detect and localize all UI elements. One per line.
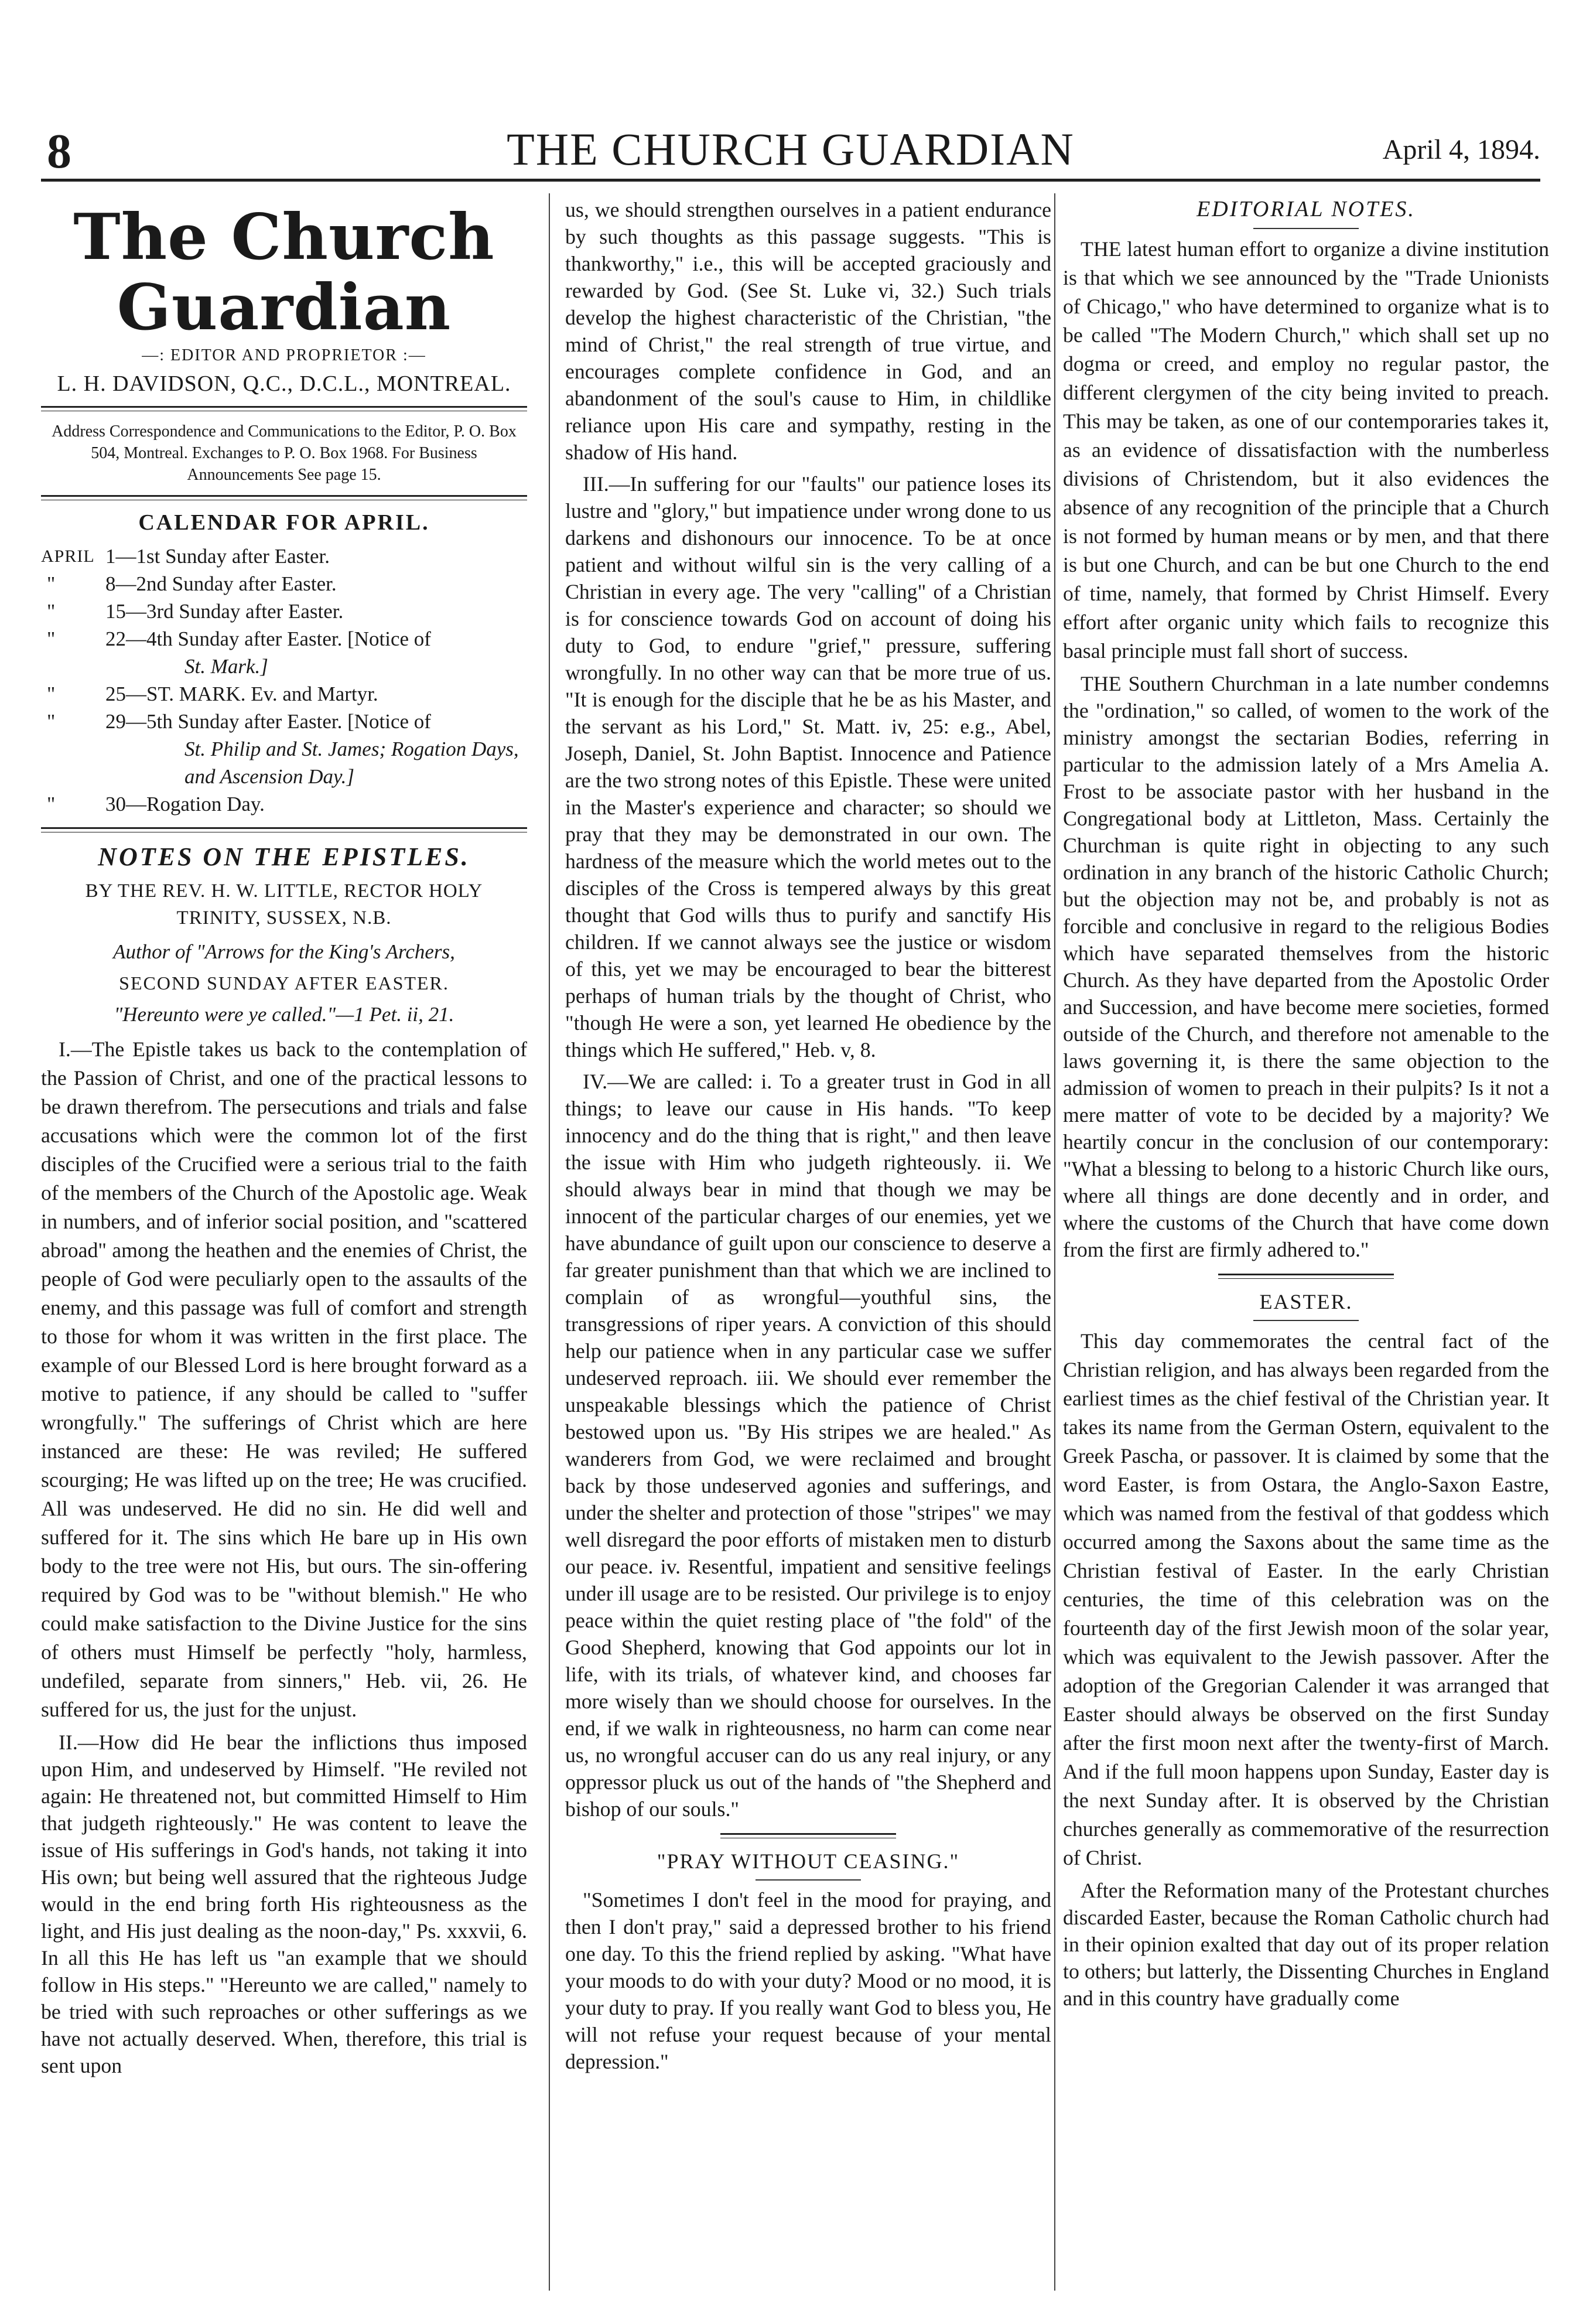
short-rule [756, 1879, 861, 1881]
epistles-paragraph: II.—How did He bear the inflictions thus imposed upon Him, and undeserved by Himself. "He reviled not again: He threatened not, but committed Himself to Him that judgeth righteously." He was content to leave the issue of His sufferings in God's hands, not taking it into His own; but being well assured that the righteous Judge would in the end bring forth His righteousness as the light, and His just dealing as the noon-day," Ps. xxxvii, 6. In all this He has left us "an example that we should follow in His steps." "Hereunto we are called," namely to be tried with such reproaches or other sufferings as we have not actually deserved. When, therefore, this trial is sent upon [41, 1731, 527, 2077]
calendar-continuation: St. Mark.] [184, 655, 268, 678]
calendar-mark: APRIL [41, 547, 95, 566]
calendar-mark: " [47, 627, 56, 650]
easter-title: EASTER. [1259, 1290, 1353, 1313]
editorial-paragraph: THE latest human effort to organize a divine institution is that which we see announced by the "Trade Unionists of Chicago," who have determined to organize what is to be called "The Modern Church," which shall set up no dogma or creed, and employ no regular pastor, the different clergymen of the city being invited to preach. This may be taken, as one of our contemporaries takes it, as an evidence of dissatisfaction with the numberless divisions of Christendom, but it also evidences the absence of any recognition of the principle that a Church is not formed by human means or by men, and that there is but one Church, and can be but one Church to the end of time, namely, that formed by Christ Himself. Every effort after organic unity which fails to recognize this basal principle must fall short of success. [1063, 237, 1549, 663]
calendar-entry [41, 542, 527, 570]
editor-label: —: EDITOR AND PROPRIETOR :— [142, 346, 426, 364]
masthead-title: The Church Guardian [73, 200, 495, 344]
editor-name: L. H. DAVIDSON, Q.C., D.C.L., MONTREAL. [57, 371, 511, 396]
pray-title: "PRAY WITHOUT CEASING." [657, 1849, 960, 1873]
calendar-mark: " [47, 793, 56, 815]
calendar-mark: " [47, 572, 56, 595]
column-left [41, 196, 527, 2288]
running-header [41, 123, 1540, 179]
column-middle [565, 196, 1051, 2288]
epistles-paragraph: us, we should strengthen ourselves in a patient endurance by such thoughts as this passage suggests. "This is thankworthy," i.e., this will be accepted graciously and rewarded by God. (See St. Luke vi, 32.) Such trials develop the highest characteristic of the Christian, "the mind of Christ," the real strength of true virtue, and encourages complete confidence in God, and an abandonment of the soul's cause to Him, in childlike reliance upon His care and sympathy, resting in the shadow of His hand. [565, 198, 1051, 464]
calendar-entry [41, 708, 527, 790]
epistles-paragraph: III.—In suffering for our "faults" our patience loses its lustre and "glory," but impatience under wrong done to us darkens and dishonours our innocence. To be at once patient and without wilful sin is the very calling of a Christian in every age. The very "calling" of a Christian is for conscience towards God on account of doing his duty to God, to endure "grief," pressure, suffering wrongfully. In no other way can that be more true of us. "It is enough for the disciple that he be as his Master, and the servant as his Lord," St. Matt. iv, 25: e.g., Abel, Joseph, Daniel, St. John Baptist. Innocence and Patience are the two strong notes of this Epistle. These were united in the Master's experience and character; so should we pray that they may be demonstrated in our own. The hardness of the measure which the world metes out to the disciples of the Cross is tempered always by this great thought that God wills thus to purify and sanctify His children. If we cannot always see the justice or wisdom of this, yet we may be encouraged to bear the bitterest perhaps of human trials by the thought of Christ, who "though He were a son, yet learned He obedience by the things which He suffered," Heb. v, 8. [565, 472, 1051, 1062]
calendar-entry [41, 680, 527, 708]
pray-paragraph: "Sometimes I don't feel in the mood for praying, and then I don't pray," said a depressed brother to his friend one day. To this the friend replied by asking. "What have your moods to do with your duty? Mood or no mood, it is your duty to pray. If you really want God to bless you, He will not refuse your request because of your mental depression." [565, 1888, 1051, 2073]
calendar-text: 29—5th Sunday after Easter. [Notice of [105, 710, 431, 733]
epistles-paragraph: I.—The Epistle takes us back to the contemplation of the Passion of Christ, and one of the practical lessons to be drawn therefrom. The persecutions and trials and false accusations which were the common lot of the first disciples of the Crucified were a serious trial to the faith of the members of the Church of the Apostolic age. Weak in numbers, and of inferior social position, and "scattered abroad" among the heathen and the enemies of Christ, the people of God were peculiarly open to the assaults of the enemy, and this passage was full of comfort and strength to those for whom it was written in the first place. The example of our Blessed Lord is here brought forward as a motive to patience, if any should be called to "suffer wrongfully." The sufferings of Christ which are here instanced are these: He was reviled; He suffered scourging; He was lifted up on the tree; He was crucified. All was undeserved. He did no sin. He did well and suffered for it. The sins which He bare up in His own body to the tree were not His, but ours. The sin-offering required by God was to be "without blemish." He who could make satisfaction to the Divine Justice for the sins of others must Himself be perfectly "holy, harmless, undefiled, separate from sinners," Heb. vii, 26. He suffered for us, the just for the unjust. [41, 1038, 527, 1721]
calendar-text: 25—ST. MARK. Ev. and Martyr. [105, 682, 378, 705]
double-rule [41, 827, 527, 832]
epistles-occasion: SECOND SUNDAY AFTER EASTER. [119, 972, 449, 994]
calendar-text: 8—2nd Sunday after Easter. [105, 572, 337, 595]
calendar-entry [41, 570, 527, 598]
issue-date: April 4, 1894. [1382, 134, 1540, 165]
epistles-title: NOTES ON THE EPISTLES. [98, 842, 470, 871]
address-notice: Address Correspondence and Communications to the Editor, P. O. Box 504, Montreal. Exchanges to P. O. Box 1968. For Business Announcements See page 15. [52, 422, 517, 484]
calendar-text: 22—4th Sunday after Easter. [Notice of [105, 627, 431, 650]
calendar-entry [41, 598, 527, 625]
calendar-mark: " [47, 710, 56, 733]
calendar-entry [41, 790, 527, 818]
header-rule [41, 179, 1540, 182]
newspaper-title: THE CHURCH GUARDIAN [507, 124, 1075, 175]
double-rule [41, 495, 527, 500]
calendar-text: 1—1st Sunday after Easter. [105, 545, 330, 568]
easter-paragraph: After the Reformation many of the Protestant churches discarded Easter, because the Roman Catholic church had in their opinion exalted that day out of its proper relation to others; but latterly, the Dissenting Churches in England and in this country have gradually come [1063, 1879, 1549, 2010]
double-rule [41, 406, 527, 411]
epistles-text-reference: "Hereunto were ye called."—1 Pet. ii, 21. [114, 1003, 454, 1026]
calendar-text: 30—Rogation Day. [105, 793, 265, 815]
double-rule [1218, 1274, 1394, 1279]
calendar-mark: " [47, 682, 56, 705]
calendar-entry [41, 625, 527, 680]
calendar-title: CALENDAR FOR APRIL. [138, 510, 430, 535]
easter-paragraph: This day commemorates the central fact of the Christian religion, and has always been regarded from the earliest times as the chief festival of the Christian year. It takes its name from the German Ostern, equivalent to the Greek Pascha, or passover. It is claimed by some that the word Easter, is from Ostara, the Anglo-Saxon Eastre, which was named from the festival of that goddess which occurred among the Saxons about the same time as the Christian festival of Easter. In the early Christian centuries, the time of this celebration was on the fourteenth day of the first Jewish moon of the solar year, which was equivalent to the Jewish passover. After the adoption of the Gregorian Calender it was arranged that Easter should always be observed on the first Sunday after the first moon next after the twenty-first of March. And if the full moon happens upon Sunday, Easter day is the next Sunday after. It is observed by the Christian churches generally as commemorative of the resurrection of Christ. [1063, 1329, 1549, 1869]
calendar-mark: " [47, 600, 56, 623]
epistles-paragraph: IV.—We are called: i. To a greater trust in God in all things; to leave our cause in His hands. "To keep innocency and do the thing that is right," and then leave the issue with Him who judgeth righteously. ii. We should always bear in mind that though we may be innocent of the particular charges of our enemies, yet we have abundance of guilt upon our conscience to deserve a far greater punishment than that which we are inclined to complain of as wrongful—youthful sins, the transgressions of riper years. A conviction of this should help our patience when in any particular case we suffer undeserved reproach. iii. We should ever remember the unspeakable blessings which the patience of Christ bestowed upon us. "By His stripes we are healed." As wanderers from God, we were reclaimed and brought back by those undeserved agonies and sufferings, and under the shelter and protection of those "stripes" we may well disregard the poor efforts of mistaken men to disturb our peace. iv. Resentful, impatient and sensitive feelings under ill usage are to be resisted. Our privilege is to enjoy peace within the quiet resting place of "the fold" of the Good Shepherd, knowing that God appoints our lot in life, with its trials, of whatever kind, and chooses far more wisely than we should choose for ourselves. In the end, if we walk in righteousness, no harm can come near us, no wrongful accuser can do us any real injury, or any oppressor pluck us out of the hands of "the Shepherd and bishop of our souls." [565, 1070, 1051, 1821]
column-right [1063, 196, 1549, 2288]
epistles-author-of: Author of "Arrows for the King's Archers, [113, 940, 455, 963]
short-rule [1253, 1320, 1359, 1321]
editorial-paragraph: THE Southern Churchman in a late number condemns the "ordination," so called, of women to the work of the ministry amongst the sectarian Bodies, referring in particular to the admission lately of a Mrs Amelia A. Frost to be associate pastor with her husband in the Congregational body at Littleton, Mass. Certainly the Churchman is quite right in objecting to any such ordination in any branch of the historic Catholic Church; but the objection may not be, and probably is not as forcible and conclusive in regard to the religious Bodies which have separated themselves from the historic Church. As they have departed from the Apostolic Order and Succession, and have become mere societies, formed outside of the Church, and therefore not amenable to the laws governing it, is there the same objection to the admission of women to preach in their pulpits? Is it not a mere matter of vote to be decided by a majority? We heartily concur in the conclusion of our contemporary: "What a blessing to belong to a historic Church like ours, where all things are done decently and in order, and where the customs of the Church that have come down from the first are firmly adhered to." [1063, 672, 1549, 1261]
calendar-list [41, 542, 527, 818]
double-rule [720, 1833, 896, 1838]
page-number: 8 [47, 124, 71, 179]
short-rule [1253, 228, 1359, 229]
epistles-byline: BY THE REV. H. W. LITTLE, RECTOR HOLY TRINITY, SUSSEX, N.B. [85, 881, 483, 929]
column-divider [1054, 193, 1055, 2291]
calendar-continuation: St. Philip and St. James; Rogation Days, and Ascension Day.] [184, 738, 519, 788]
editorial-title: EDITORIAL NOTES. [1197, 197, 1416, 221]
calendar-text: 15—3rd Sunday after Easter. [105, 600, 344, 623]
column-divider [549, 193, 550, 2291]
